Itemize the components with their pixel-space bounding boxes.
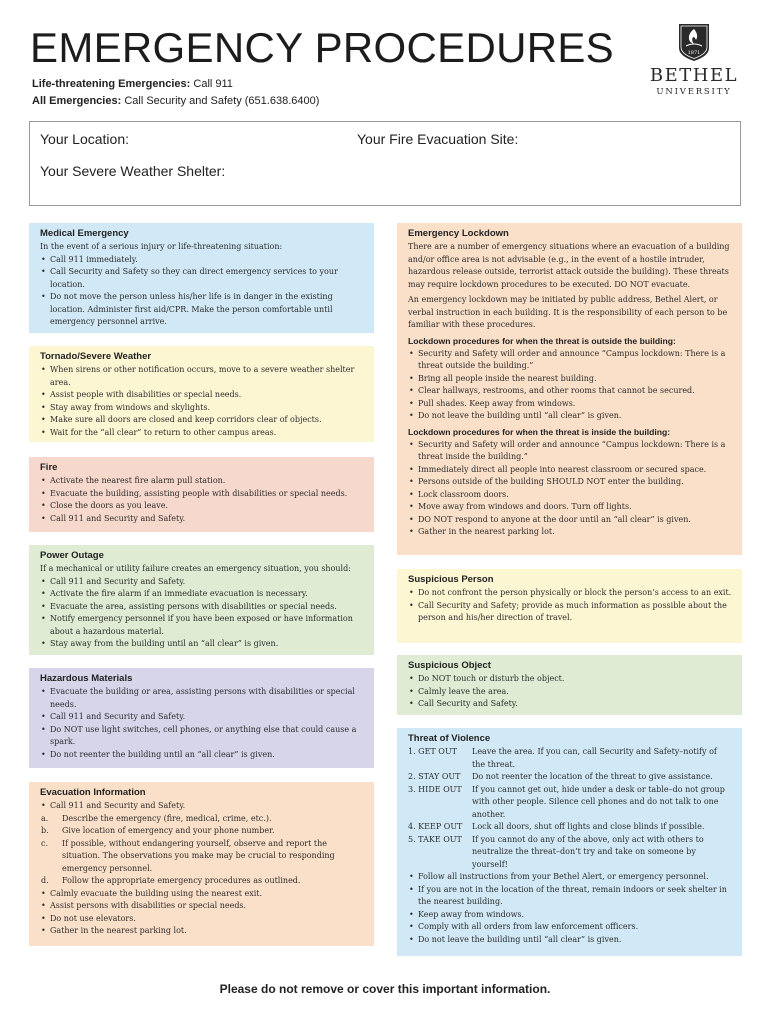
list-item: • Security and Safety will order and announce “Campus lockdown: There is a threat outside the building.” [408, 348, 732, 373]
list-item: • Comply with all orders from law enforcement officers. [408, 921, 732, 934]
list-item: • Call 911 immediately. [40, 254, 364, 267]
list-item: • Gather in the nearest parking lot. [408, 526, 732, 539]
threat-of-violence-title: Threat of Violence [408, 733, 491, 744]
page-title: EMERGENCY PROCEDURES [30, 24, 614, 71]
severe-weather-shelter-label: Your Severe Weather Shelter: [40, 163, 226, 179]
list-item: • Bring all people inside the nearest building. [408, 373, 732, 386]
list-item: • Keep away from windows. [408, 909, 732, 922]
evacuation-section [29, 782, 374, 946]
list-item: • Call Security and Safety so they can direct emergency services to your location. [40, 266, 364, 291]
list-item: • Clear hallways, restrooms, and other rooms that cannot be secured. [408, 385, 732, 398]
list-item: • Security and Safety will order and announce “Campus lockdown: There is a threat inside the building.” [408, 439, 732, 464]
list-item: • Call Security and Safety. [408, 698, 732, 711]
step-label: 1. GET OUT [408, 747, 457, 756]
emergency-lockdown-section [397, 223, 742, 555]
life-threatening-line [32, 78, 233, 90]
medical-intro: In the event of a serious injury or life-threatening situation: [40, 242, 283, 251]
tornado-title: Tornado/Severe Weather [40, 351, 152, 362]
list-item: • Stay away from the building until an “all clear” is given. [40, 638, 364, 651]
fire-evacuation-site-label: Your Fire Evacuation Site: [357, 131, 519, 147]
list-item: • Call 911 and Security and Safety. [40, 513, 364, 526]
list-item: • Assist persons with disabilities or special needs. [40, 900, 364, 913]
list-item: • Do not use elevators. [40, 913, 364, 926]
fire-title: Fire [40, 462, 58, 473]
hazardous-materials-title: Hazardous Materials [40, 673, 133, 684]
evacuation-sublist [40, 813, 364, 888]
power-outage-section [29, 545, 374, 655]
evacuation-list-2 [40, 888, 364, 938]
lockdown-outside-list [408, 348, 732, 423]
sublist-item: b. Give location of emergency and your phone number. [40, 825, 364, 838]
list-item: • Activate the nearest fire alarm pull station. [40, 475, 364, 488]
list-item: • Do not move the person unless his/her life is in danger in the existing location. Administer first aid/CPR. Make the person comfortable until emergency personnel arrive. [40, 291, 364, 329]
lockdown-outside-title: Lockdown procedures for when the threat is outside the building: [408, 335, 676, 346]
step-label: 2. STAY OUT [408, 772, 461, 781]
tornado-list [40, 364, 364, 439]
step-label: 4. KEEP OUT [408, 822, 463, 831]
step-label: 5. TAKE OUT [408, 834, 462, 844]
violence-step [408, 834, 732, 872]
tornado-section [29, 346, 374, 442]
list-item: • Do not leave the building until “all clear” is given. [408, 934, 732, 947]
violence-step [408, 821, 732, 834]
medical-list [40, 254, 364, 329]
list-item: • Follow all instructions from your Bethel Alert, or emergency personnel. [408, 871, 732, 884]
list-item: • Calmly evacuate the building using the nearest exit. [40, 888, 364, 901]
evacuation-title: Evacuation Information [40, 787, 146, 798]
footer-notice: Please do not remove or cover this important information. [219, 982, 551, 996]
all-emergencies-line [32, 95, 319, 107]
sublist-item: c. If possible, without endangering yourself, observe and report the situation. The observations you make may be crucial to responding emergency personnel. [40, 838, 364, 876]
step-text: If you cannot get out, hide under a desk or table–do not group with other people. Silence cell phones and do not talk to one another. [472, 784, 725, 819]
logo-subtitle: UNIVERSITY [656, 87, 732, 97]
power-list [40, 576, 364, 651]
lockdown-paragraph-1: There are a number of emergency situations where an evacuation of a building and/or office area is not advisable (e.g., in the event of a hostile intruder, hazardous release outside, terrorist attack outside the building). These threats may require lockdown procedures to be executed. DO NOT evacuate. [408, 242, 730, 289]
power-outage-title: Power Outage [40, 550, 104, 561]
suspicious-person-section [397, 569, 742, 643]
list-item: • Do NOT touch or disturb the object. [408, 673, 732, 686]
fire-list [40, 475, 364, 525]
list-item: • Close the doors as you leave. [40, 500, 364, 513]
list-item: • Calmly leave the area. [408, 686, 732, 699]
step-label: 3. HIDE OUT [408, 784, 462, 794]
list-item: • Call Security and Safety; provide as much information as possible about the person and his/her direction of travel. [408, 600, 732, 625]
violence-list [408, 871, 732, 946]
list-item: • Do not confront the person physically or block the person’s access to an exit. [408, 587, 732, 600]
bethel-logo [646, 22, 742, 108]
all-emergencies-label: All Emergencies: [32, 95, 122, 107]
power-intro: If a mechanical or utility failure creates an emergency situation, you should: [40, 564, 351, 573]
suspicious-object-section [397, 655, 742, 715]
medical-emergency-title: Medical Emergency [40, 228, 129, 239]
list-item: • Evacuate the building or area, assisting persons with disabilities or special needs. [40, 686, 364, 711]
list-item: • Call 911 and Security and Safety. [40, 576, 364, 589]
lockdown-title: Emergency Lockdown [408, 228, 509, 239]
list-item: • If you are not in the location of the threat, remain indoors or seek shelter in the nearest building. [408, 884, 732, 909]
your-location-label: Your Location: [40, 131, 129, 147]
lockdown-paragraph-2: An emergency lockdown may be initiated by public address, Bethel Alert, or verbal instruction in each building. It is the responsibility of each person to be familiar with these procedures. [408, 295, 728, 329]
list-item: • Persons outside of the building SHOULD NOT enter the building. [408, 476, 732, 489]
list-item: • Do NOT use light switches, cell phones, or anything else that could cause a spark. [40, 724, 364, 749]
medical-emergency-section [29, 223, 374, 333]
step-text: If you cannot do any of the above, only act with others to neutralize the threat–don’t try and take on someone by yourself! [472, 834, 704, 869]
list-item: • Call 911 and Security and Safety. [40, 711, 364, 724]
fire-section [29, 457, 374, 532]
suspicious-person-list [408, 587, 732, 625]
all-emergencies-value: Call Security and Safety (651.638.6400) [121, 95, 320, 107]
violence-step [408, 784, 732, 822]
list-item: • Stay away from windows and skylights. [40, 402, 364, 415]
step-text: Leave the area. If you can, call Security and Safety–notify of the threat. [472, 747, 717, 769]
list-item: • DO NOT respond to anyone at the door until an “all clear” is given. [408, 514, 732, 527]
list-item: • Move away from windows and doors. Turn off lights. [408, 501, 732, 514]
lockdown-inside-list [408, 439, 732, 539]
list-item: • Call 911 and Security and Safety. [40, 800, 364, 813]
list-item: • Notify emergency personnel if you have been exposed or have information about a hazardous material. [40, 613, 364, 638]
threat-of-violence-section [397, 728, 742, 956]
logo-name: BETHEL [649, 65, 739, 86]
evacuation-list [40, 800, 364, 813]
violence-step [408, 771, 732, 784]
list-item: • Evacuate the building, assisting people with disabilities or special needs. [40, 488, 364, 501]
hazmat-list [40, 686, 364, 761]
shield-flame-icon [676, 22, 712, 62]
logo-year: 1871 [687, 50, 701, 56]
suspicious-object-title: Suspicious Object [408, 660, 491, 671]
life-threatening-value: Call 911 [190, 78, 233, 90]
list-item: • Gather in the nearest parking lot. [40, 925, 364, 938]
step-text: Do not reenter the location of the threat to give assistance. [472, 772, 713, 781]
list-item: • Immediately direct all people into nearest classroom or secured space. [408, 464, 732, 477]
list-item: • Evacuate the area, assisting persons with disabilities or special needs. [40, 601, 364, 614]
hazardous-materials-section [29, 668, 374, 768]
life-threatening-label: Life-threatening Emergencies: [32, 78, 191, 90]
list-item: • Activate the fire alarm if an immediate evacuation is necessary. [40, 588, 364, 601]
suspicious-object-list [408, 673, 732, 711]
suspicious-person-title: Suspicious Person [408, 574, 494, 585]
step-text: Lock all doors, shut off lights and close blinds if possible. [472, 822, 705, 831]
list-item: • Assist people with disabilities or special needs. [40, 389, 364, 402]
list-item: • Make sure all doors are closed and keep corridors clear of objects. [40, 414, 364, 427]
list-item: • Lock classroom doors. [408, 489, 732, 502]
location-box [29, 121, 741, 206]
sublist-item: d. Follow the appropriate emergency procedures as outlined. [40, 875, 364, 888]
lockdown-inside-title: Lockdown procedures for when the threat is inside the building: [408, 426, 671, 437]
list-item: • Do not reenter the building until an “all clear” is given. [40, 749, 364, 762]
list-item: • Do not leave the building until “all clear” is given. [408, 410, 732, 423]
list-item: • When sirens or other notification occurs, move to a severe weather shelter area. [40, 364, 364, 389]
sublist-item: a. Describe the emergency (fire, medical, crime, etc.). [40, 813, 364, 826]
list-item: • Wait for the “all clear” to return to other campus areas. [40, 427, 364, 440]
list-item: • Pull shades. Keep away from windows. [408, 398, 732, 411]
violence-step [408, 746, 732, 771]
